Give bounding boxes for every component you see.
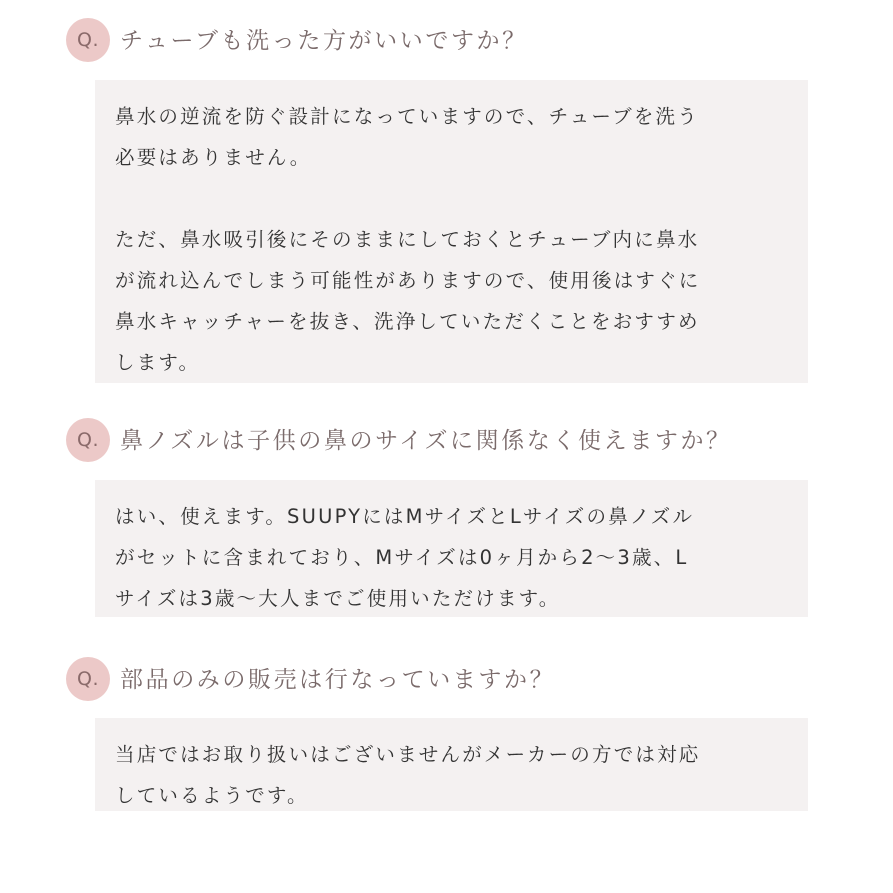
answer-box (95, 480, 808, 617)
answer-paragraph: ただ、鼻水吸引後にそのままにしておくとチューブ内に鼻水 が流れ込んでしまう可能性がありますので、使用後はすぐに 鼻水キャッチャーを抜き、洗浄していただくことをおすすめ します。 (115, 228, 701, 374)
answer-paragraph: 鼻水の逆流を防ぐ設計になっていますので、チューブを洗う 必要はありません。 (115, 105, 699, 169)
answer-paragraph: 当店ではお取り扱いはございませんがメーカーの方では対応 しているようです。 (115, 743, 701, 807)
question-badge: Q. (66, 18, 110, 62)
question-badge: Q. (66, 657, 110, 701)
question-badge: Q. (66, 418, 110, 462)
question-text: 部品のみの販売は行なっていますか？ (120, 667, 556, 693)
question-text: 鼻ノズルは子供の鼻のサイズに関係なく使えますか？ (120, 428, 732, 454)
question-text: チューブも洗った方がいいですか？ (120, 28, 528, 54)
answer-box (95, 718, 808, 811)
answer-paragraph: はい、使えます。SUUPYにはMサイズとLサイズの鼻ノズル がセットに含まれており、Mサイズは0ヶ月から2〜3歳、L サイズは3歳〜大人までご使用いただけます。 (115, 505, 695, 610)
answer-box (95, 80, 808, 383)
